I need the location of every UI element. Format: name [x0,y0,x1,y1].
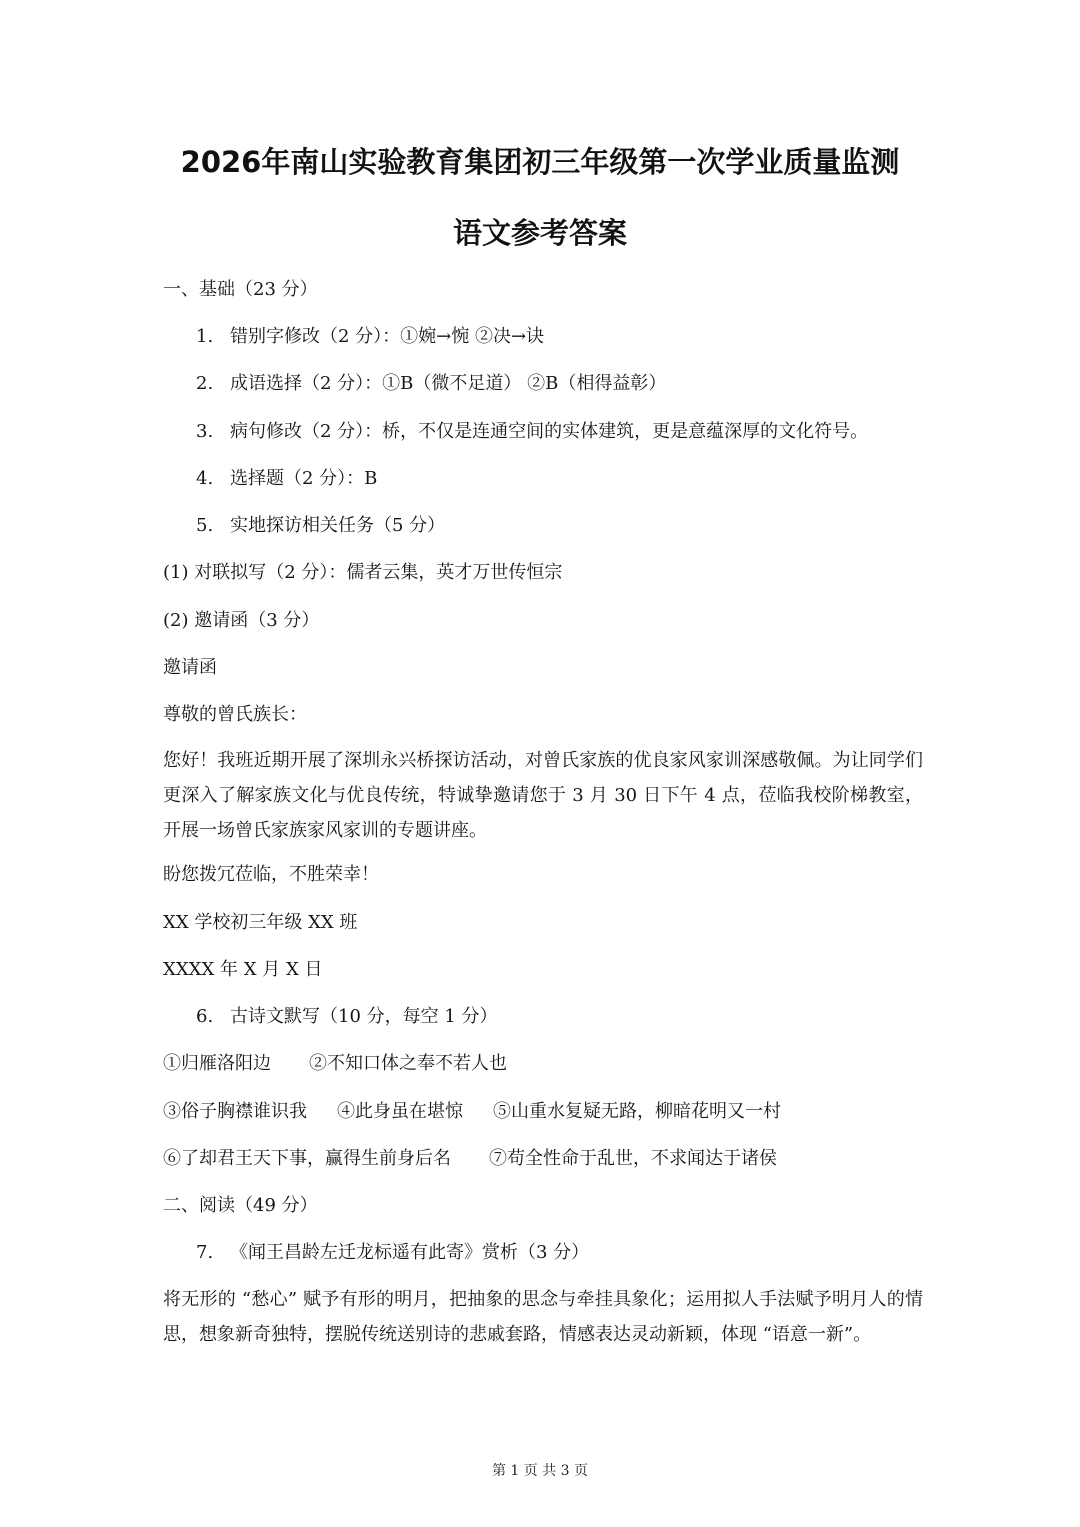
question-number: 2. [196,373,214,394]
poem-answers-row-2 [163,1100,781,1124]
page-subtitle: 语文参考答案 [452,216,627,250]
question-number: 5. [196,515,214,536]
question-6 [196,1005,498,1029]
sub-question-5-2: (2) 邀请函（3 分） [163,610,320,631]
question-answer: 实地探访相关任务（5 分） [230,515,446,536]
page-title: 2026年南山实验教育集团初三年级第一次学业质量监测 [180,145,900,179]
poem-answers-row-3 [163,1147,777,1171]
letter-heading: 邀请函 [163,657,217,678]
question-1 [196,325,544,349]
question-answer: 错别字修改（2 分）：①婉→惋 ②决→诀 [230,326,545,347]
poem-answer: ⑥了却君王天下事，赢得生前身后名 [163,1148,451,1169]
question-2 [196,372,666,396]
poem-answer: ③俗子胸襟谁识我 [163,1101,307,1122]
poem-answer: ⑦苟全性命于乱世，不求闻达于诸侯 [489,1148,777,1169]
question-answer: 《闻王昌龄左迁龙标遥有此寄》赏析（3 分） [230,1242,590,1263]
letter-signature: XX 学校初三年级 XX 班 [163,912,358,933]
section-heading-basics: 一、基础（23 分） [163,279,318,300]
page-footer: 第 1 页 共 3 页 [491,1463,589,1479]
poem-answer: ④此身虽在堪惊 [337,1101,463,1122]
poem-answers-row-1 [163,1052,507,1076]
poem-answer: ①归雁洛阳边 [163,1053,271,1074]
question-number: 1. [196,326,214,347]
question-7-answer: 将无形的 “愁心” 赋予有形的明月，把抽象的思念与牵挂具象化；运用拟人手法赋予明月人的情思，想象新奇独特，摆脱传统送别诗的悲戚套路，情感表达灵动新颖，体现 “语意一新”。 [163,1289,923,1345]
sub-question-5-1: (1) 对联拟写（2 分）：儒者云集，英才万世传恒宗 [163,562,563,583]
section-heading-reading: 二、阅读（49 分） [163,1195,318,1216]
question-number: 6. [196,1006,214,1027]
letter-date: XXXX 年 X 月 X 日 [163,959,323,980]
question-number: 7. [196,1242,214,1263]
poem-answer: ②不知口体之奉不若人也 [309,1053,507,1074]
poem-answer: ⑤山重水复疑无路，柳暗花明又一村 [493,1101,781,1122]
letter-body: 您好！我班近期开展了深圳永兴桥探访活动，对曾氏家族的优良家风家训深感敬佩。为让同学们更深入了解家族文化与优良传统，特诚挚邀请您于 3 月 30 日下午 4 点，莅临我校阶梯教室，开展一场曾氏家族家风家训的专题讲座。 [163,750,923,841]
question-4 [196,467,377,491]
question-answer: 选择题（2 分）：B [230,468,378,489]
question-answer: 成语选择（2 分）：①B（微不足道） ②B（相得益彰） [230,373,667,394]
question-answer: 病句修改（2 分）：桥，不仅是连通空间的实体建筑，更是意蕴深厚的文化符号。 [230,421,869,442]
question-number: 4. [196,468,214,489]
question-number: 3. [196,421,214,442]
question-5 [196,514,445,538]
question-7 [196,1241,589,1265]
question-answer: 古诗文默写（10 分，每空 1 分） [230,1006,498,1027]
letter-closing: 盼您拨冗莅临，不胜荣幸！ [163,864,379,885]
letter-salutation: 尊敬的曾氏族长： [163,704,307,725]
question-3 [196,420,868,444]
